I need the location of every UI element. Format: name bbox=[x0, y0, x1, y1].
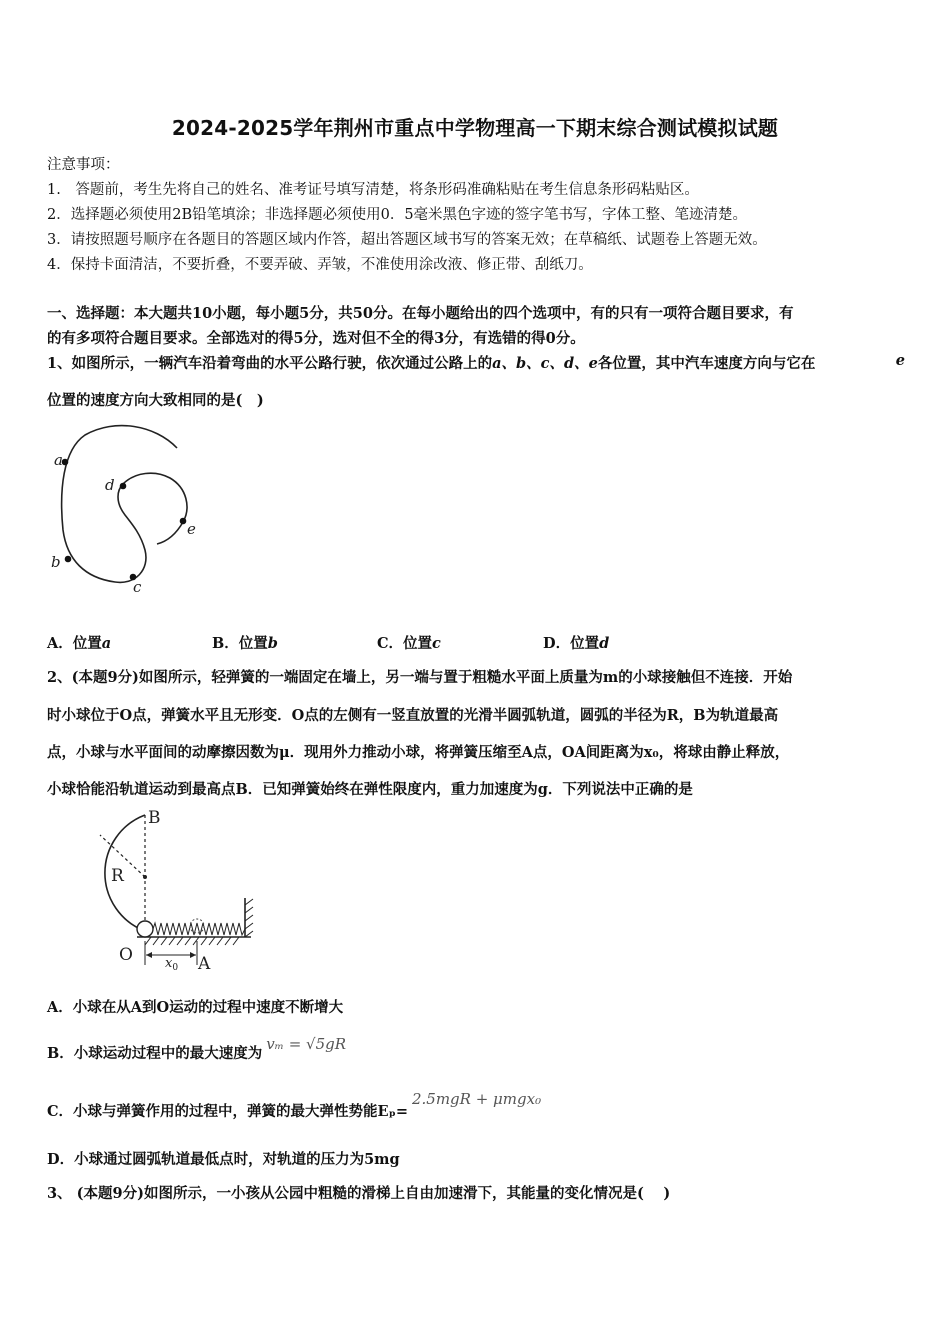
q2-option-b-formula: vₘ = √5gR bbox=[266, 1035, 347, 1053]
q3-stem: 3、 (本题9分)如图所示，一小孩从公园中粗糙的滑梯上自由加速滑下，其能量的变化情况是( ) bbox=[47, 1185, 671, 1202]
q2-arrowhead-left bbox=[146, 952, 152, 958]
question-1-stem bbox=[47, 352, 905, 373]
q1-text-post: 各位置，其中汽车速度方向与它在 bbox=[597, 355, 816, 372]
q1-point-b bbox=[65, 556, 72, 563]
q1-point-d bbox=[120, 483, 127, 490]
q2-ball bbox=[137, 921, 153, 937]
q2-arrowhead-right bbox=[190, 952, 196, 958]
q1-point-e bbox=[180, 518, 187, 525]
q2-label-a: A bbox=[198, 954, 211, 974]
q1-road-curve bbox=[62, 426, 187, 583]
q1-label-c: c bbox=[133, 578, 142, 596]
q2-option-c: C．小球与弹簧作用的过程中，弹簧的最大弹性势能Eₚ=2.5mgR + μmgx₀ bbox=[47, 1090, 542, 1120]
q1-curve-figure bbox=[45, 420, 195, 600]
q1-text-pre: 1、如图所示，一辆汽车沿着弯曲的水平公路行驶，依次通过公路上的 bbox=[47, 355, 493, 372]
q1-option-a: A．位置a bbox=[47, 635, 112, 652]
q2-label-x0: $x_0$ bbox=[165, 956, 179, 973]
notice-item: 3．请按照题号顺序在各题目的答题区域内作答，超出答题区域书写的答案无效；在草稿纸、试题卷上答题无效。 bbox=[47, 232, 767, 248]
q2-option-b: B．小球运动过程中的最大速度为vₘ = √5gR bbox=[47, 1035, 347, 1062]
q1-label-b: b bbox=[51, 553, 61, 571]
q2-track-spring-figure bbox=[75, 805, 260, 975]
q1-label-a: a bbox=[54, 451, 63, 469]
q2-stem-line2: 时小球位于O点，弹簧水平且无形变．O点的左侧有一竖直放置的光滑半圆弧轨道，圆弧的半径为R，B为轨道最高 bbox=[47, 707, 779, 724]
q2-stem-line1: 2、(本题9分)如图所示，轻弹簧的一端固定在墙上，另一端与置于粗糙水平面上质量为m的小球接触但不连接．开始 bbox=[47, 669, 793, 686]
q2-option-c-formula: 2.5mgR + μmgx₀ bbox=[411, 1090, 542, 1108]
q2-label-r: R bbox=[111, 866, 124, 886]
q1-points: a、b、c、d、e bbox=[492, 355, 598, 372]
notice-item: 4．保持卡面清洁，不要折叠，不要弄破、弄皱，不准使用涂改液、修正带、刮纸刀。 bbox=[47, 257, 593, 273]
q2-label-o: O bbox=[119, 945, 133, 965]
notice-item: 1. 答题前，考生先将自己的姓名、准考证号填写清楚，将条形码准确粘贴在考生信息条形码粘贴区。 bbox=[47, 182, 699, 198]
q2-option-d: D．小球通过圆弧轨道最低点时，对轨道的压力为5mg bbox=[47, 1151, 400, 1168]
q1-option-c: C．位置c bbox=[377, 635, 441, 652]
q1-option-b: B．位置b bbox=[212, 635, 278, 652]
q2-stem-line4: 小球恰能沿轨道运动到最高点B．已知弹簧始终在弹性限度内，重力加速度为g．下列说法中正确的是 bbox=[47, 781, 693, 798]
notice-heading: 注意事项： bbox=[47, 157, 120, 173]
section-intro-line1: 一、选择题：本大题共10小题，每小题5分，共50分。在每小题给出的四个选项中，有的只有一项符合题目要求，有 bbox=[47, 305, 794, 322]
q2-center-point bbox=[143, 875, 147, 879]
q1-option-d: D．位置d bbox=[543, 635, 610, 652]
q1-e-var: e bbox=[895, 352, 905, 369]
page-title: 2024-2025学年荆州市重点中学物理高一下期末综合测试模拟试题 bbox=[171, 116, 779, 140]
q2-wall-hatch bbox=[245, 899, 253, 937]
q1-label-e: e bbox=[187, 520, 196, 538]
notice-item: 2．选择题必须使用2B铅笔填涂；非选择题必须使用0．5毫米黑色字迹的签字笔书写，字体工整、笔迹清楚。 bbox=[47, 207, 748, 223]
q1-label-d: d bbox=[105, 476, 115, 494]
section-intro-line2: 的有多项符合题目要求。全部选对的得5分，选对但不全的得3分，有选错的得0分。 bbox=[47, 330, 585, 347]
q2-label-b: B bbox=[148, 808, 161, 828]
q2-option-a: A．小球在从A到O运动的过程中速度不断增大 bbox=[47, 999, 344, 1016]
question-1-stem-line2: 位置的速度方向大致相同的是( ) bbox=[47, 392, 264, 409]
q2-stem-line3: 点，小球与水平面间的动摩擦因数为μ．现用外力推动小球，将弹簧压缩至A点，OA间距离为x₀，将球由静止释放， bbox=[47, 744, 790, 761]
q2-ground-hatch bbox=[145, 937, 239, 945]
